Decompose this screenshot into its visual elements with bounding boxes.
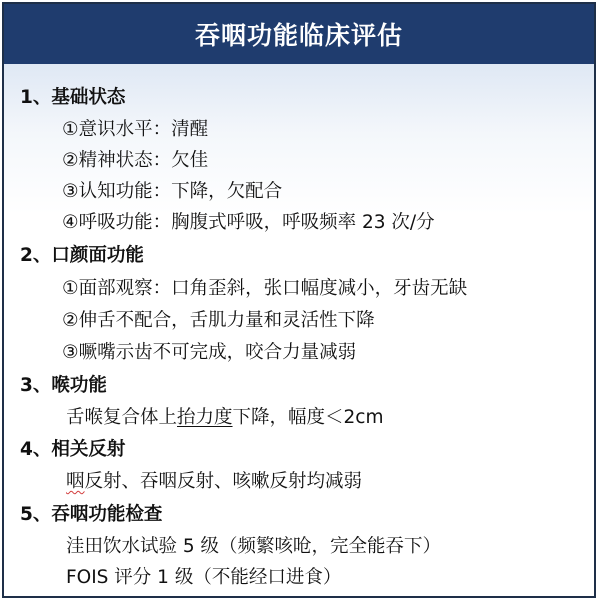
laryngeal-text-end: 下降，幅度＜2cm bbox=[232, 407, 384, 428]
item-laryngeal-elevation bbox=[66, 402, 384, 434]
laryngeal-text-underlined: 抬力度 bbox=[177, 407, 233, 428]
section-heading-swallow-test: 5、吞咽功能检查 bbox=[20, 504, 163, 525]
item-facial-observation: ①面部观察：口角歪斜，张口幅度减小，牙齿无缺 bbox=[62, 278, 468, 299]
reflex-text-rest: 反射、吞咽反射、咳嗽反射均减弱 bbox=[84, 471, 363, 492]
section-heading-related-reflexes: 4、相关反射 bbox=[20, 439, 126, 460]
page-title: 吞咽功能临床评估 bbox=[194, 21, 403, 50]
title-bar bbox=[4, 4, 594, 64]
item-fois-score: FOIS 评分 1 级（不能经口进食） bbox=[66, 567, 342, 588]
assessment-card bbox=[2, 2, 596, 598]
assessment-content bbox=[4, 64, 594, 596]
section-heading-orofacial-function: 2、口颜面功能 bbox=[20, 245, 144, 266]
section-heading-basic-status: 1、基础状态 bbox=[20, 87, 126, 108]
item-consciousness-level: ①意识水平：清醒 bbox=[62, 119, 209, 140]
item-cognitive-function: ③认知功能：下降，欠配合 bbox=[62, 181, 283, 202]
item-reflexes bbox=[66, 466, 362, 498]
item-mental-state: ②精神状态：欠佳 bbox=[62, 150, 209, 171]
item-lip-teeth: ③噘嘴示齿不可完成，咬合力量减弱 bbox=[62, 342, 357, 363]
laryngeal-text-start: 舌喉复合体上 bbox=[66, 407, 178, 428]
reflex-text-marked: 咽 bbox=[66, 471, 85, 492]
section-heading-laryngeal-function: 3、喉功能 bbox=[20, 375, 107, 396]
item-tongue-protrusion: ②伸舌不配合，舌肌力量和灵活性下降 bbox=[62, 310, 375, 331]
item-respiratory-function: ④呼吸功能：胸腹式呼吸，呼吸频率 23 次/分 bbox=[62, 212, 435, 233]
item-water-swallow-test: 洼田饮水试验 5 级（频繁咳呛，完全能吞下） bbox=[66, 536, 442, 557]
